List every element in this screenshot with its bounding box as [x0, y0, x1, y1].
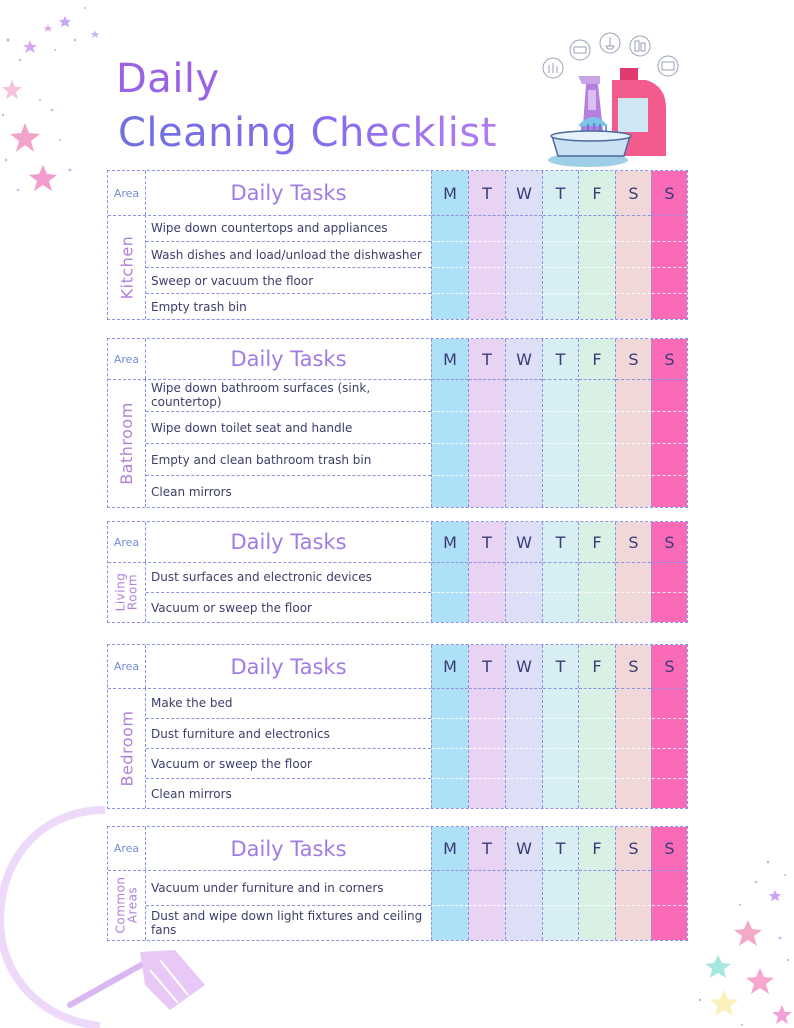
- checkbox-cell[interactable]: [469, 718, 505, 749]
- stars-decoration-top-left: [0, 0, 110, 210]
- day-label: W: [516, 657, 532, 676]
- cleaning-supplies-illustration: [538, 28, 688, 168]
- day-column-3: [542, 645, 578, 808]
- area-column-header: Area: [108, 171, 146, 215]
- checkbox-cell[interactable]: [579, 905, 615, 941]
- tasks-column-header: Daily Tasks: [230, 181, 347, 205]
- day-column-4: [578, 645, 615, 808]
- section-living-room: [107, 521, 688, 623]
- day-column-1: [468, 522, 505, 622]
- day-label: M: [443, 349, 457, 369]
- checkbox-cell[interactable]: [579, 215, 615, 242]
- basin-icon: [551, 131, 631, 156]
- checkbox-cell[interactable]: [579, 411, 615, 444]
- task-row: Vacuum under furniture and in corners: [151, 880, 384, 895]
- checkbox-cell[interactable]: [506, 475, 542, 508]
- checkbox-cell[interactable]: [652, 443, 687, 476]
- checkbox-cell[interactable]: [579, 688, 615, 719]
- day-label: W: [516, 532, 532, 552]
- day-column-6: [651, 522, 687, 622]
- section-bedroom: [107, 644, 688, 809]
- checkbox-cell[interactable]: [652, 870, 687, 906]
- checkbox-cell[interactable]: [543, 215, 578, 242]
- checkbox-cell[interactable]: [506, 267, 542, 294]
- day-label: F: [592, 657, 602, 676]
- checkbox-cell[interactable]: [432, 267, 468, 294]
- task-row: Dust surfaces and electronic devices: [151, 570, 372, 584]
- checkbox-cell[interactable]: [579, 293, 615, 320]
- area-name: Bathroom: [117, 401, 136, 485]
- area-column-header: Area: [108, 645, 146, 688]
- checkbox-cell[interactable]: [469, 293, 505, 320]
- checkbox-cell[interactable]: [469, 443, 505, 476]
- checkbox-cell[interactable]: [652, 905, 687, 941]
- checkbox-cell[interactable]: [432, 411, 468, 444]
- checkbox-cell[interactable]: [579, 870, 615, 906]
- checkbox-cell[interactable]: [469, 475, 505, 508]
- task-row: Clean mirrors: [146, 475, 431, 507]
- day-column-3: [542, 827, 578, 940]
- checkbox-cell[interactable]: [432, 379, 468, 412]
- day-label: T: [555, 532, 566, 552]
- area-name: Bedroom: [117, 710, 136, 786]
- task-row: Sweep or vacuum the floor: [146, 267, 431, 293]
- checkbox-cell[interactable]: [652, 293, 687, 320]
- checkbox-cell[interactable]: [432, 293, 468, 320]
- tasks-column-header: Daily Tasks: [230, 530, 347, 554]
- day-label: M: [443, 532, 457, 552]
- checkbox-cell[interactable]: [543, 475, 578, 508]
- checkbox-cell[interactable]: [506, 592, 542, 623]
- checkbox-cell[interactable]: [543, 748, 578, 779]
- checkbox-cell[interactable]: [432, 778, 468, 809]
- task-row: Dust and wipe down light fixtures and ceiling fans: [146, 905, 431, 940]
- checkbox-cell[interactable]: [652, 475, 687, 508]
- day-label: W: [516, 839, 532, 858]
- area-label-common-areas: [108, 870, 146, 940]
- checkbox-cell[interactable]: [543, 592, 578, 623]
- day-column-4: [578, 339, 615, 507]
- day-column-3: [542, 522, 578, 622]
- day-columns: [431, 171, 687, 319]
- checkbox-cell[interactable]: [469, 562, 505, 593]
- area-label-kitchen: [108, 215, 146, 319]
- checkbox-cell[interactable]: [506, 688, 542, 719]
- checkbox-cell[interactable]: [579, 748, 615, 779]
- checkbox-cell[interactable]: [506, 293, 542, 320]
- checkbox-cell[interactable]: [543, 718, 578, 749]
- checkbox-cell[interactable]: [469, 411, 505, 444]
- checkbox-cell[interactable]: [506, 562, 542, 593]
- checkbox-cell[interactable]: [543, 241, 578, 268]
- day-column-0: [431, 339, 468, 507]
- checkbox-cell[interactable]: [579, 592, 615, 623]
- area-label-bathroom: [108, 379, 146, 507]
- task-row: Wash dishes and load/unload the dishwasher: [146, 241, 431, 267]
- checkbox-cell[interactable]: [506, 778, 542, 809]
- checkbox-cell[interactable]: [506, 905, 542, 941]
- cleaning-icons-row: [543, 33, 678, 78]
- checkbox-cell[interactable]: [469, 379, 505, 412]
- checkbox-cell[interactable]: [616, 592, 651, 623]
- day-column-5: [615, 171, 651, 319]
- checkbox-cell[interactable]: [432, 443, 468, 476]
- day-column-2: [505, 827, 542, 940]
- area-column-header: Area: [108, 339, 146, 379]
- checkbox-cell[interactable]: [506, 215, 542, 242]
- checkbox-cell[interactable]: [579, 562, 615, 593]
- checkbox-cell[interactable]: [432, 241, 468, 268]
- task-row: Wipe down countertops and appliances: [151, 221, 388, 235]
- day-columns: [431, 827, 687, 940]
- day-column-0: [431, 827, 468, 940]
- checkbox-cell[interactable]: [432, 748, 468, 779]
- checkbox-cell[interactable]: [543, 688, 578, 719]
- checkbox-cell[interactable]: [652, 411, 687, 444]
- checkbox-cell[interactable]: [469, 592, 505, 623]
- day-column-6: [651, 171, 687, 319]
- day-column-1: [468, 339, 505, 507]
- checkbox-cell[interactable]: [432, 718, 468, 749]
- checkbox-cell[interactable]: [543, 267, 578, 294]
- day-column-0: [431, 645, 468, 808]
- checkbox-cell[interactable]: [543, 905, 578, 941]
- day-label: T: [555, 657, 566, 676]
- tasks-column-header: Daily Tasks: [230, 836, 347, 861]
- star-icon: [705, 890, 792, 1024]
- day-label: S: [664, 657, 675, 676]
- checkbox-cell[interactable]: [616, 241, 651, 268]
- day-label: M: [443, 183, 457, 203]
- checkbox-cell[interactable]: [616, 870, 651, 906]
- checkbox-cell[interactable]: [506, 241, 542, 268]
- day-column-6: [651, 645, 687, 808]
- day-column-5: [615, 339, 651, 507]
- checkbox-cell[interactable]: [543, 411, 578, 444]
- checkbox-cell[interactable]: [469, 215, 505, 242]
- checkbox-cell[interactable]: [616, 215, 651, 242]
- day-column-5: [615, 522, 651, 622]
- day-label: S: [664, 839, 675, 858]
- day-label: T: [555, 839, 566, 858]
- day-column-2: [505, 171, 542, 319]
- day-label: S: [628, 657, 639, 676]
- checkbox-cell[interactable]: [432, 475, 468, 508]
- day-label: T: [482, 532, 492, 552]
- day-label: S: [628, 532, 639, 552]
- day-label: T: [482, 349, 492, 369]
- checkbox-cell[interactable]: [652, 592, 687, 623]
- task-row: Clean mirrors: [146, 778, 431, 808]
- day-label: T: [555, 183, 566, 203]
- area-column-header: Area: [108, 827, 146, 870]
- area-name: Living Room: [113, 572, 140, 612]
- day-label: M: [443, 657, 457, 676]
- checkbox-cell[interactable]: [616, 718, 651, 749]
- checkbox-cell[interactable]: [616, 475, 651, 508]
- day-label: S: [664, 183, 675, 203]
- day-column-6: [651, 827, 687, 940]
- day-label: T: [482, 839, 492, 858]
- stars-decoration-bottom-right: [690, 850, 794, 1028]
- day-label: T: [555, 349, 566, 369]
- section-bathroom: [107, 338, 688, 508]
- checkbox-cell[interactable]: [543, 562, 578, 593]
- checkbox-cell[interactable]: [432, 592, 468, 623]
- day-column-2: [505, 645, 542, 808]
- checkbox-cell[interactable]: [652, 215, 687, 242]
- day-column-0: [431, 522, 468, 622]
- day-column-5: [615, 645, 651, 808]
- checkbox-cell[interactable]: [579, 718, 615, 749]
- checkbox-cell[interactable]: [616, 562, 651, 593]
- checkbox-cell[interactable]: [616, 293, 651, 320]
- checkbox-cell[interactable]: [543, 778, 578, 809]
- day-column-1: [468, 645, 505, 808]
- day-column-1: [468, 827, 505, 940]
- day-label: W: [516, 183, 532, 203]
- checkbox-cell[interactable]: [432, 905, 468, 941]
- area-label-living-room: [108, 562, 146, 622]
- checkbox-cell[interactable]: [652, 748, 687, 779]
- checkbox-cell[interactable]: [432, 688, 468, 719]
- checkbox-cell[interactable]: [579, 443, 615, 476]
- checkbox-cell[interactable]: [579, 475, 615, 508]
- section-common-areas: [107, 826, 688, 941]
- checkbox-cell[interactable]: [543, 293, 578, 320]
- day-columns: [431, 339, 687, 507]
- task-row: Empty trash bin: [146, 293, 431, 319]
- broom-icon: [70, 950, 205, 1010]
- checkbox-cell[interactable]: [432, 870, 468, 906]
- checkbox-cell[interactable]: [652, 718, 687, 749]
- day-column-6: [651, 339, 687, 507]
- day-label: S: [628, 183, 639, 203]
- checkbox-cell[interactable]: [506, 411, 542, 444]
- day-column-5: [615, 827, 651, 940]
- day-column-4: [578, 171, 615, 319]
- checkbox-cell[interactable]: [469, 778, 505, 809]
- checkbox-cell[interactable]: [543, 870, 578, 906]
- checkbox-cell[interactable]: [652, 688, 687, 719]
- area-column-header: Area: [108, 522, 146, 562]
- day-label: F: [592, 839, 602, 858]
- day-label: S: [628, 839, 639, 858]
- day-label: F: [592, 183, 602, 203]
- checkbox-cell[interactable]: [469, 905, 505, 941]
- day-columns: [431, 645, 687, 808]
- section-kitchen: [107, 170, 688, 320]
- checkbox-cell[interactable]: [616, 688, 651, 719]
- day-label: S: [628, 349, 639, 369]
- checkbox-cell[interactable]: [652, 778, 687, 809]
- task-row: Vacuum or sweep the floor: [146, 748, 431, 778]
- task-row: Make the bed: [151, 696, 233, 710]
- title-cleaning-checklist: Cleaning Checklist: [118, 110, 497, 156]
- day-label: T: [482, 183, 492, 203]
- day-column-2: [505, 339, 542, 507]
- day-column-4: [578, 827, 615, 940]
- day-label: S: [664, 532, 675, 552]
- day-label: F: [592, 532, 602, 552]
- checkbox-cell[interactable]: [616, 905, 651, 941]
- checkbox-cell[interactable]: [432, 215, 468, 242]
- day-column-2: [505, 522, 542, 622]
- checkbox-cell[interactable]: [506, 718, 542, 749]
- checkbox-cell[interactable]: [652, 241, 687, 268]
- day-column-1: [468, 171, 505, 319]
- checkbox-cell[interactable]: [506, 443, 542, 476]
- title-daily: Daily: [116, 56, 220, 102]
- area-name: Kitchen: [117, 235, 137, 299]
- task-row: Wipe down toilet seat and handle: [146, 411, 431, 443]
- checkbox-cell[interactable]: [469, 870, 505, 906]
- checkbox-cell[interactable]: [543, 443, 578, 476]
- checkbox-cell[interactable]: [469, 688, 505, 719]
- area-label-bedroom: [108, 688, 146, 808]
- star-icon: [2, 16, 99, 191]
- day-label: W: [516, 349, 532, 369]
- checkbox-cell[interactable]: [579, 241, 615, 268]
- checkbox-cell[interactable]: [432, 562, 468, 593]
- day-label: T: [482, 657, 492, 676]
- tasks-column-header: Daily Tasks: [230, 347, 347, 371]
- checkbox-cell[interactable]: [579, 267, 615, 294]
- checkbox-cell[interactable]: [616, 379, 651, 412]
- day-column-0: [431, 171, 468, 319]
- area-name: Common Areas: [113, 876, 140, 934]
- checkbox-cell[interactable]: [616, 267, 651, 294]
- checkbox-cell[interactable]: [506, 748, 542, 779]
- checkbox-cell[interactable]: [579, 778, 615, 809]
- day-columns: [431, 522, 687, 622]
- day-column-3: [542, 339, 578, 507]
- checkbox-cell[interactable]: [616, 778, 651, 809]
- checkbox-cell[interactable]: [652, 267, 687, 294]
- day-label: F: [592, 349, 602, 369]
- task-row: Empty and clean bathroom trash bin: [146, 443, 431, 475]
- task-row: Dust furniture and electronics: [146, 718, 431, 748]
- day-column-3: [542, 171, 578, 319]
- checkbox-cell[interactable]: [543, 379, 578, 412]
- day-label: S: [664, 349, 675, 369]
- day-column-4: [578, 522, 615, 622]
- task-row: Vacuum or sweep the floor: [146, 592, 431, 622]
- checkbox-cell[interactable]: [469, 267, 505, 294]
- checkbox-cell[interactable]: [506, 870, 542, 906]
- tasks-column-header: Daily Tasks: [230, 654, 347, 679]
- checkbox-cell[interactable]: [506, 379, 542, 412]
- task-row: Wipe down bathroom surfaces (sink, countertop): [151, 381, 371, 409]
- checkbox-cell[interactable]: [616, 443, 651, 476]
- checkbox-cell[interactable]: [469, 748, 505, 779]
- checkbox-cell[interactable]: [579, 379, 615, 412]
- checkbox-cell[interactable]: [616, 411, 651, 444]
- checkbox-cell[interactable]: [469, 241, 505, 268]
- checkbox-cell[interactable]: [652, 379, 687, 412]
- checkbox-cell[interactable]: [616, 748, 651, 779]
- checkbox-cell[interactable]: [652, 562, 687, 593]
- day-label: M: [443, 839, 457, 858]
